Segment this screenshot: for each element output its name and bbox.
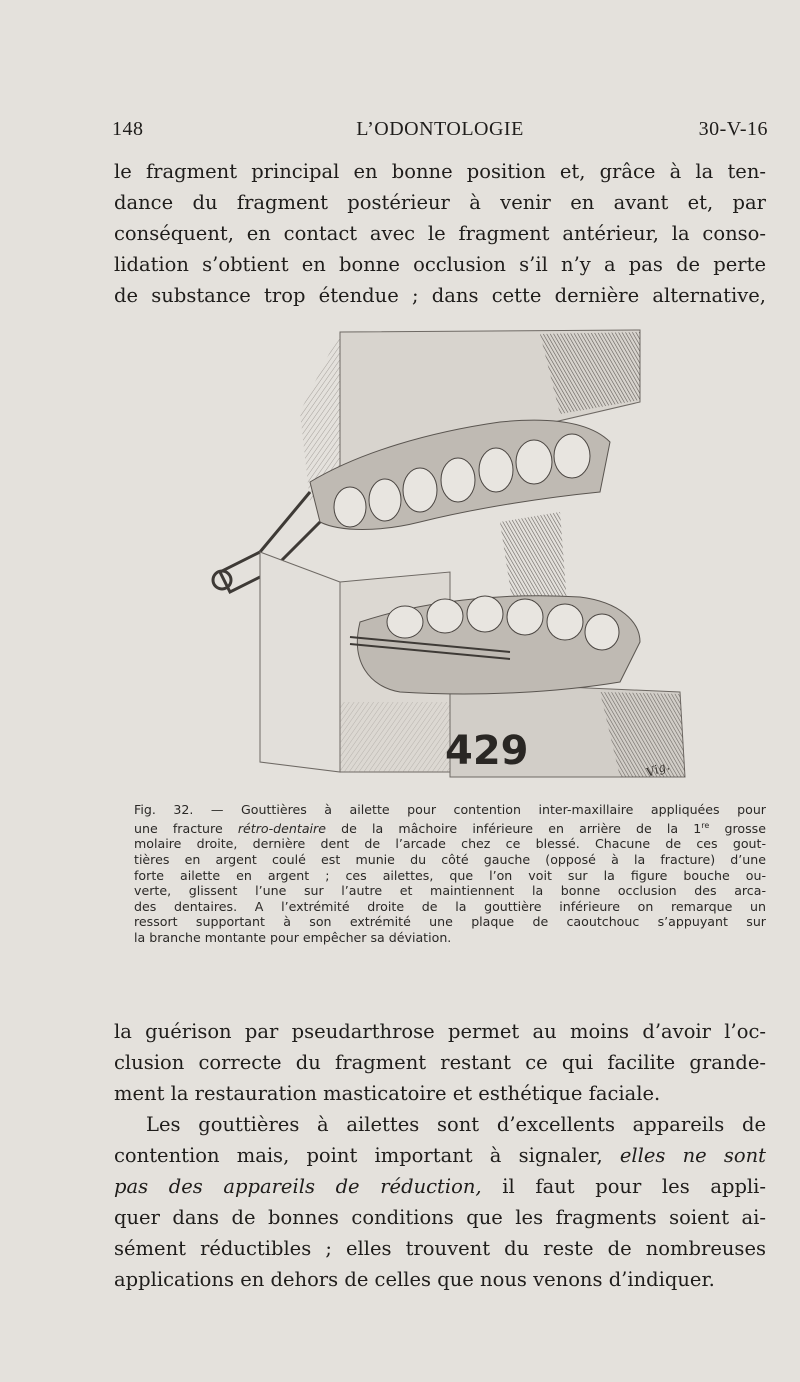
cast-number-label: 429 bbox=[445, 728, 529, 774]
text-line: Les gouttières à ailettes sont d’excellents appareils de bbox=[146, 1113, 766, 1136]
running-header bbox=[112, 118, 768, 144]
caption-italic: rétro-dentaire bbox=[237, 820, 326, 836]
figure-caption bbox=[134, 802, 766, 946]
text-line: lidation s’obtient en bonne occlusion s’il n’y a pas de perte bbox=[114, 253, 766, 276]
caption-text: grosse bbox=[724, 820, 766, 836]
dental-cast-illustration bbox=[200, 322, 700, 792]
text-line bbox=[114, 1140, 766, 1171]
text-line: quer dans de bonnes conditions que les fragments soient ai- bbox=[114, 1206, 766, 1229]
caption-line: la branche montante pour empêcher sa déviation. bbox=[134, 929, 452, 945]
paragraph-middle bbox=[114, 1016, 766, 1109]
text-line: conséquent, en contact avec le fragment antérieur, la conso- bbox=[114, 222, 766, 245]
text-line: ment la restauration masticatoire et esthétique faciale. bbox=[114, 1082, 661, 1105]
text-line: dance du fragment postérieur à venir en avant et, par bbox=[114, 191, 766, 214]
caption-text: une fracture bbox=[134, 820, 223, 836]
journal-title: L’ODONTOLOGIE bbox=[356, 118, 524, 140]
text-run: il faut pour les appli- bbox=[502, 1175, 766, 1198]
page-number: 148 bbox=[112, 118, 144, 140]
italic-run: pas des appareils de réduction, bbox=[114, 1175, 482, 1198]
caption-line: verte, glissent l’une sur l’autre et maintiennent la bonne occlusion des arca- bbox=[134, 883, 766, 899]
text-line: la guérison par pseudarthrose permet au moins d’avoir l’oc- bbox=[114, 1020, 766, 1043]
caption-line: Fig. 32. — Gouttières à ailette pour contention inter-maxillaire appliquées pour bbox=[134, 802, 766, 817]
caption-line: tières en argent coulé est munie du côté gauche (opposé à la fracture) d’une bbox=[134, 851, 766, 867]
issue-date: 30-V-16 bbox=[698, 118, 768, 140]
text-line: applications en dehors de celles que nous venons d’indiquer. bbox=[114, 1268, 715, 1291]
caption-line: des dentaires. A l’extrémité droite de la gouttière inférieure on remarque un bbox=[134, 898, 766, 914]
text-line: sément réductibles ; elles trouvent du reste de nombreuses bbox=[114, 1237, 766, 1260]
caption-line: molaire droite, dernière dent de l’arcade chez ce blessé. Chacune de ces gout- bbox=[134, 836, 766, 852]
caption-text: de la mâchoire inférieure en arrière de la 1 bbox=[341, 820, 702, 836]
paragraph-bottom bbox=[114, 1109, 766, 1295]
dental-cast-figure bbox=[200, 322, 700, 792]
text-run: contention mais, point important à signaler, bbox=[114, 1144, 603, 1167]
text-line: de substance trop étendue ; dans cette dernière alternative, bbox=[114, 284, 766, 307]
caption-line: ressort supportant à son extrémité une plaque de caoutchouc s’appuyant sur bbox=[134, 914, 766, 930]
engraver-signature: Vig. bbox=[644, 758, 672, 780]
italic-run: elles ne sont bbox=[619, 1144, 766, 1167]
text-line: le fragment principal en bonne position et, grâce à la ten- bbox=[114, 160, 766, 183]
caption-line: forte ailette en argent ; ces ailettes, que l’on voit sur la figure bouche ou- bbox=[134, 867, 766, 883]
text-line bbox=[114, 1171, 766, 1202]
text-line: clusion correcte du fragment restant ce qui facilite grande- bbox=[114, 1051, 766, 1074]
caption-line bbox=[134, 818, 766, 837]
paragraph-top bbox=[114, 156, 766, 311]
caption-superscript: re bbox=[701, 820, 710, 830]
